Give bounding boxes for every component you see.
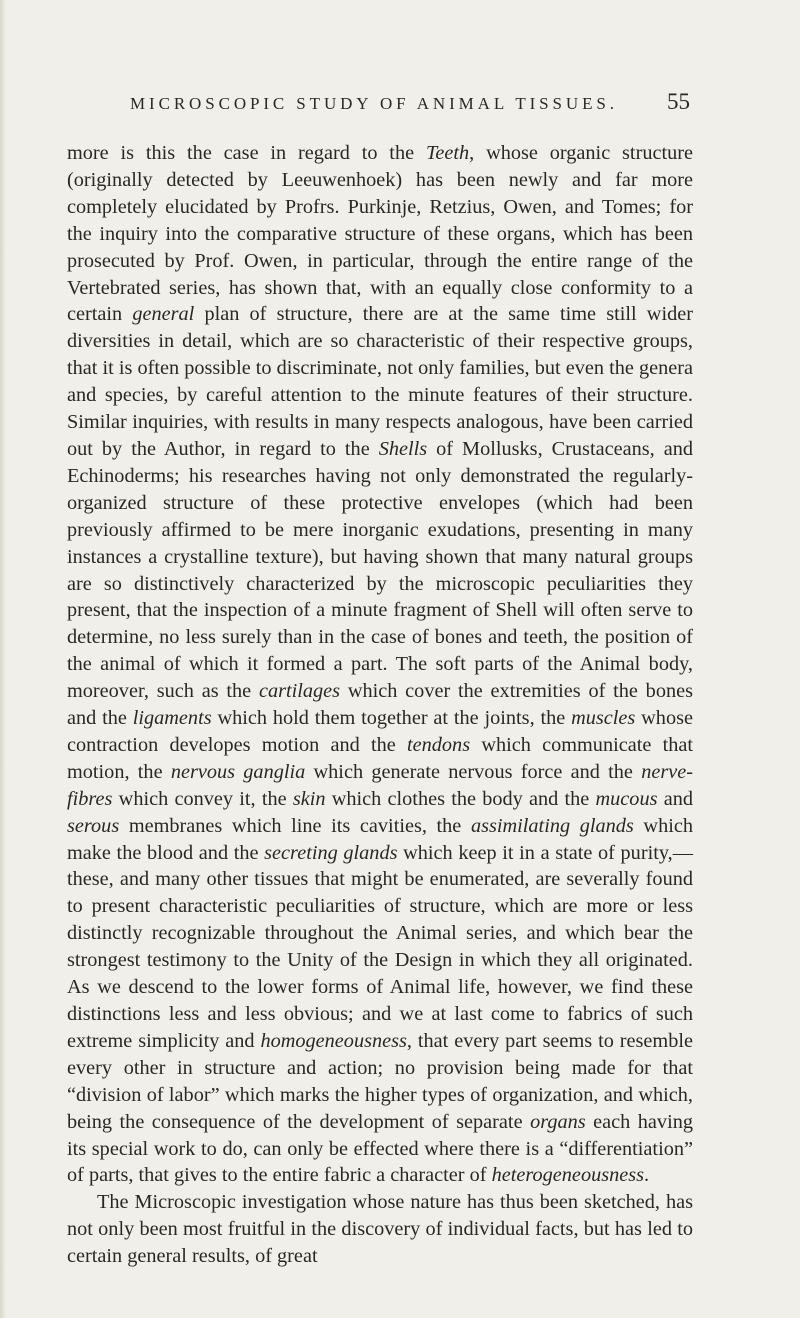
page-number: 55	[667, 89, 690, 114]
text-run: which communicate that motion, the	[67, 733, 694, 783]
italic-term: nervous ganglia	[170, 760, 306, 783]
running-head: MICROSCOPIC STUDY OF ANIMAL TISSUES.	[130, 94, 618, 113]
text-run: , that every part seems to resemble every other in structure and action; no provision being made for that “division of labor” which marks the higher types of organization, and which, being the consequence of the development of separate	[67, 1029, 693, 1133]
text-run: each having its special work to do, can only be effected where there is a “differentiation” of parts, that gives to the entire fabric a character of	[67, 1110, 693, 1187]
text-run: which hold them together at the joints, the	[211, 707, 572, 730]
italic-term: nerve-fibres	[67, 760, 693, 810]
text-run: whose contraction developes motion and the	[67, 707, 693, 756]
text-run: The Microscopic investigation whose nature has thus been sketched, has not only been most fruitful in the discovery of individual facts, but has led to certain general results, of great	[67, 1191, 693, 1268]
italic-term: heterogeneousness	[491, 1164, 645, 1187]
italic-term: ligaments	[132, 707, 212, 730]
italic-term: assimilating glands	[470, 814, 634, 837]
page-edge-shadow	[0, 0, 6, 1318]
text-run: which cover the extremities of the bones and the	[67, 680, 693, 730]
italic-term: general	[132, 303, 195, 326]
italic-term: muscles	[571, 707, 636, 730]
text-run: , whose organic structure (originally detected by Leeuwenhoek) has been newly and far more completely elucidated by Profrs. Purkinje, Retzius, Owen, and Tomes; for the inquiry into the comparative structure of these organs, which has been prosecuted by Prof. Owen, in particular, through the entire range of the Vertebrated series, has shown that, with an equally close conformity to a certain	[67, 142, 693, 326]
italic-term: Shells	[378, 437, 428, 460]
text-run: of Mollusks, Crustaceans, and Echinoderms; his researches having not only demonstrated the regularly-organized structure of these protective envelopes (which had been previously affirmed to be mere inorganic exudations, presenting in many instances a crystalline texture), but having shown that many natural groups are so distinctively characterized by the microscopic peculiarities they present, that the inspection of a minute fragment of Shell will often serve to determine, no less surely than in the case of bones and teeth, the position of the animal of which it formed a part. The soft parts of the Animal body, moreover, such as the	[67, 437, 693, 703]
text-run: and	[657, 787, 693, 810]
italic-term: homogeneousness	[260, 1029, 407, 1052]
italic-term: organs	[530, 1110, 586, 1133]
italic-term: secreting glands	[264, 841, 398, 864]
text-run: which generate nervous force and the	[305, 760, 642, 783]
italic-term: Teeth	[425, 142, 470, 164]
text-run: .	[644, 1164, 650, 1187]
text-run: which make the blood and the	[67, 814, 693, 864]
text-run: which keep it in a state of purity,—these, and many other tissues that might be enumerated, are severally found to present characteristic peculiarities of structure, which are more or less distinctly recognizable throughout the Animal series, and which bear the strongest testimony to the Unity of the Design in which they all originated. As we descend to the lower forms of Animal life, however, we find these distinctions less and less obvious; and we at last come to fabrics of such extreme simplicity and	[67, 841, 694, 1052]
italic-term: skin	[292, 787, 326, 810]
italic-term: serous	[67, 814, 120, 837]
paragraph-1	[67, 140, 693, 1189]
text-run: which convey it, the	[112, 787, 293, 810]
text-run: which clothes the body and the	[325, 787, 596, 810]
text-run: membranes which line its cavities, the	[119, 814, 471, 837]
italic-term: mucous	[595, 787, 658, 810]
paragraph-2	[67, 1189, 693, 1270]
italic-term: tendons	[407, 733, 471, 756]
text-run: plan of structure, there are at the same time still wider diversities in detail, which are so characteristic of their respective groups, that it is often possible to discriminate, not only families, but even the genera and species, by careful attention to the minute features of their structure. Similar inquiries, with results in many respects analogous, have been carried out by the Author, in regard to the	[67, 303, 693, 460]
text-run: more is this the case in regard to the	[67, 142, 426, 164]
body-text	[67, 140, 693, 1270]
italic-term: cartilages	[258, 680, 341, 703]
page-header	[130, 89, 690, 124]
